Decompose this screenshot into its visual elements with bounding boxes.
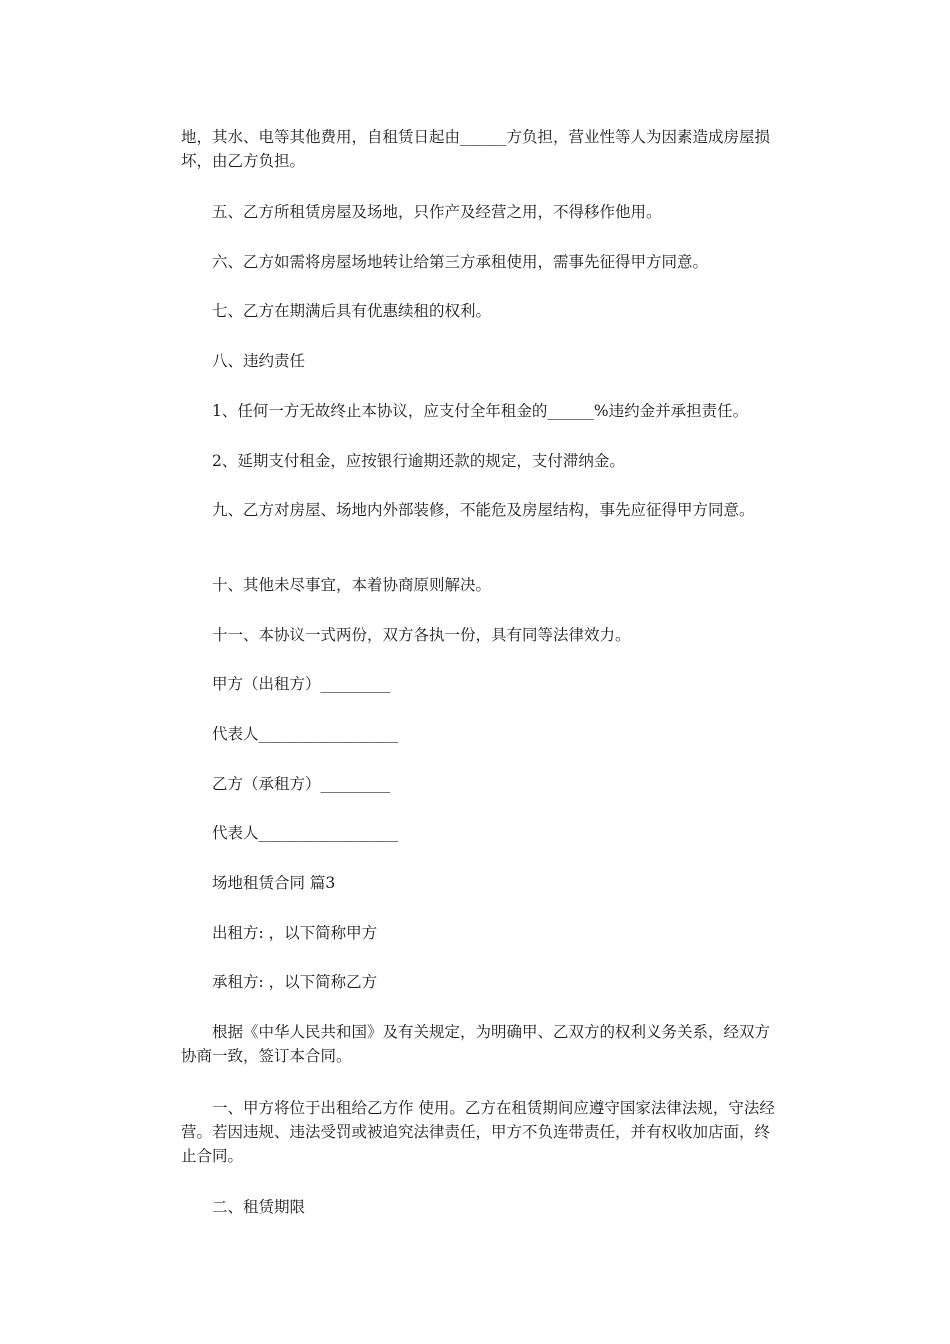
signature-lessee: 乙方（承租方）_________	[212, 775, 391, 793]
paragraph-clause-8-2: 2、延期支付租金，应按银行逾期还款的规定，支付滞纳金。	[212, 452, 625, 470]
paragraph-clause-11: 十一、本协议一式两份，双方各执一份，具有同等法律效力。	[212, 626, 631, 644]
signature-lessor: 甲方（出租方）_________	[212, 675, 391, 693]
party-lessee: 承租方: ，以下简称乙方	[212, 973, 378, 991]
paragraph-fee-responsibility: 地，其水、电等其他费用，自租赁日起由______方负担，营业性等人为因素造成房屋损坏，由乙方负担。	[181, 128, 771, 170]
paragraph-preamble: 根据《中华人民共和国》及有关规定，为明确甲、乙双方的权利义务关系，经双方协商一致，签订本合同。	[181, 1023, 771, 1065]
party-lessor: 出租方: ，以下简称甲方	[212, 924, 378, 942]
paragraph-clause-6: 六、乙方如需将房屋场地转让给第三方承租使用，需事先征得甲方同意。	[212, 253, 709, 271]
paragraph-clause-10: 十、其他未尽事宜，本着协商原则解决。	[212, 576, 492, 594]
paragraph-article-1: 一、甲方将位于出租给乙方作 使用。乙方在租赁期间应遵守国家法律法规，守法经营。若因违规、违法受罚或被追究法律责任，甲方不负连带责任，并有权收加店面，终止合同。	[181, 1099, 775, 1165]
paragraph-clause-7: 七、乙方在期满后具有优惠续租的权利。	[212, 302, 492, 320]
paragraph-clause-8-1: 1、任何一方无故终止本协议，应支付全年租金的______%违约金并承担责任。	[212, 402, 749, 420]
paragraph-article-2-heading: 二、租赁期限	[212, 1198, 306, 1216]
paragraph-clause-5: 五、乙方所租赁房屋及场地，只作产及经营之用，不得移作他用。	[212, 203, 662, 221]
section-title-contract-3: 场地租赁合同 篇3	[212, 874, 336, 892]
signature-lessor-representative: 代表人__________________	[212, 725, 399, 743]
paragraph-clause-8-heading: 八、违约责任	[212, 352, 306, 370]
paragraph-clause-9: 九、乙方对房屋、场地内外部装修，不能危及房屋结构，事先应征得甲方同意。	[212, 501, 755, 519]
signature-lessee-representative: 代表人__________________	[212, 824, 399, 842]
